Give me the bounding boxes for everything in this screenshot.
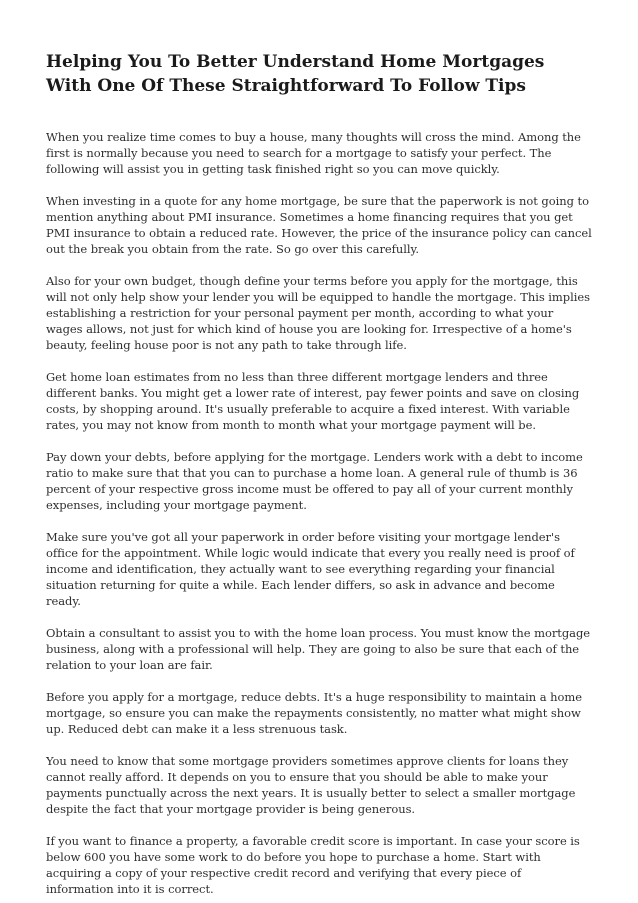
paragraph-1: When you realize time comes to buy a house, many thoughts will cross the mind. Among the first is normally because you need to search for a mortgage to satisfy your perfect. The following will assist you in getting task finished right so you can move quickly.	[46, 130, 581, 176]
paragraph-3: Also for your own budget, though define your terms before you apply for the mortgage, this will not only help show your lender you will be equipped to handle the mortgage. This implies establishing a restriction for your personal payment per month, according to what your wages allows, not just for which kind of house you are looking for. Irrespective of a home's beauty, feeling house poor is not any path to take through life.	[46, 274, 590, 352]
paragraph-7: Obtain a consultant to assist you to with the home loan process. You must know the mortgage business, along with a professional will help. They are going to also be sure that each of the relation to your loan are fair.	[46, 626, 591, 672]
paragraph-9: You need to know that some mortgage providers sometimes approve clients for loans they cannot really afford. It depends on you to ensure that you should be able to make your payments punctually across the next years. It is usually better to select a smaller mortgage despite the fact that your mortgage provider is being generous.	[46, 754, 576, 816]
paragraph-8: Before you apply for a mortgage, reduce debts. It's a huge responsibility to maintain a home mortgage, so ensure you can make the repayments consistently, no matter what might show up. Reduced debt can make it a less strenuous task.	[46, 690, 583, 736]
document-title: Helping You To Better Understand Home Mortgages With One Of These Straightforward To Follow Tips	[46, 52, 545, 96]
paragraph-5: Pay down your debts, before applying for the mortgage. Lenders work with a debt to income ratio to make sure that that you can to purchase a home loan. A general rule of thumb is 36 percent of your respective gross income must be offered to pay all of your current monthly expenses, including your mortgage payment.	[46, 450, 583, 512]
paragraph-6: Make sure you've got all your paperwork in order before visiting your mortgage lender's office for the appointment. While logic would indicate that every you really need is proof of income and identification, they actually want to see everything regarding your financial situation returning for quite a while. Each lender differs, so ask in advance and become ready.	[46, 530, 575, 608]
paragraph-10: If you want to finance a property, a favorable credit score is important. In case your score is below 600 you have some work to do before you hope to purchase a home. Start with acquiring a copy of your respective credit record and verifying that every piece of information into it is correct.	[46, 834, 580, 896]
paragraph-2: When investing in a quote for any home mortgage, be sure that the paperwork is not going to mention anything about PMI insurance. Sometimes a home financing requires that you get PMI insurance to obtain a reduced rate. However, the price of the insurance policy can cancel out the break you obtain from the rate. So go over this carefully.	[46, 194, 592, 256]
paragraph-4: Get home loan estimates from no less than three different mortgage lenders and three different banks. You might get a lower rate of interest, pay fewer points and save on closing costs, by shopping around. It's usually preferable to acquire a fixed interest. With variable rates, you may not know from month to month what your mortgage payment will be.	[46, 370, 580, 432]
